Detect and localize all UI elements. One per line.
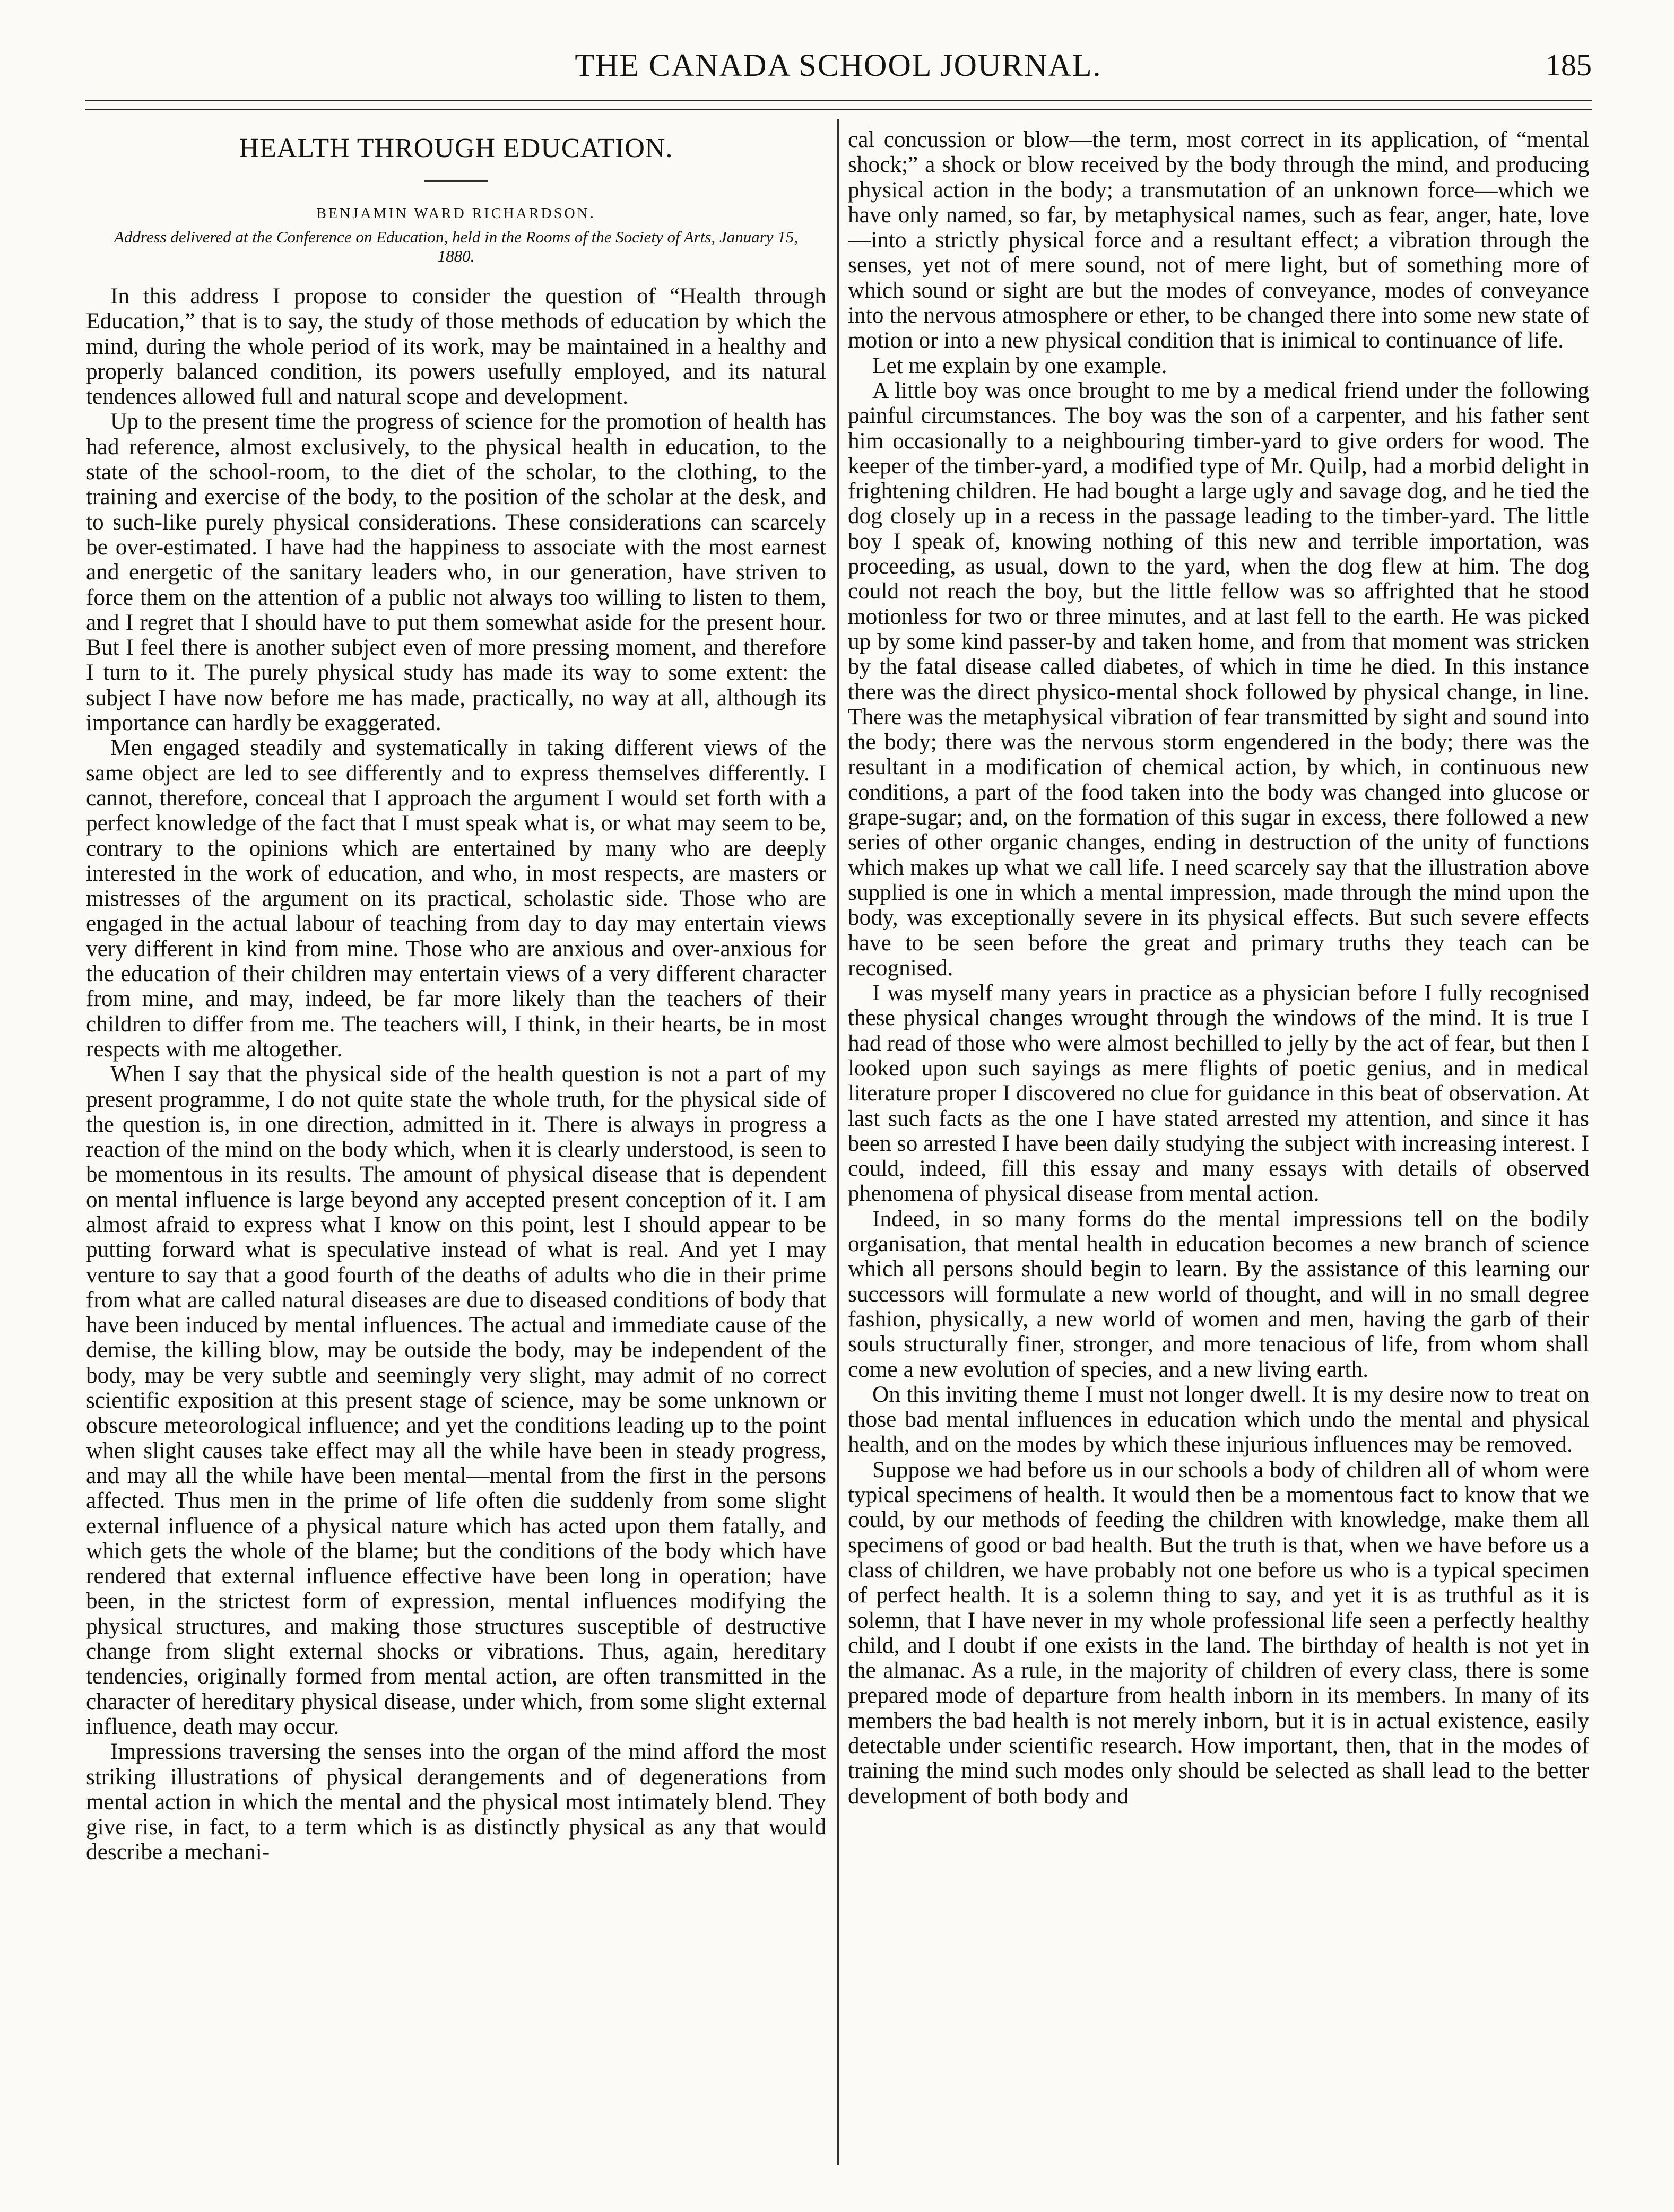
article-author: BENJAMIN WARD RICHARDSON.	[316, 205, 596, 222]
page-number: 185	[1546, 48, 1592, 82]
paragraph: A little boy was once brought to me by a medical friend under the following painful circumstances. The boy was the son of a carpenter, and his father sent him occasionally to a neighbouring timber-yard to give orders for wood. The keeper of the timber-yard, a modified type of Mr. Quilp, had a morbid delight in frightening children. He had bought a large ugly and savage dog, and he tied the dog closely up in a recess in the passage leading to the timber-yard. The little boy I speak of, knowing nothing of this new and terrible importation, was proceeding, as usual, down to the yard, when the dog flew at him. The dog could not reach the boy, but the little fellow was so affrighted that he stood motionless for two or three minutes, and at last fell to the earth. He was picked up by some kind passer-by and taken home, and from that moment was stricken by the fatal disease called diabetes, of which in time he died. In this instance there was the direct physico-mental shock followed by physical change, in line. There was the metaphysical vibration of fear transmitted by sight and sound into the body; there was the nervous storm engendered in the body; there was the resultant in a modification of chemical action, by which, in continuous new conditions, a part of the food taken into the body was changed into glucose or grape-sugar; and, on the formation of this sugar in excess, there followed a new series of other organic changes, ending in destruction of the unity of functions which makes up what we call life. I need scarcely say that the illustration above supplied is one in which a mental impression, made through the mind upon the body, was exceptionally severe in its physical effects. But such severe effects have to be seen before the great and primary truths they teach can be recognised.	[848, 377, 1589, 981]
paragraph: On this inviting theme I must not longer dwell. It is my desire now to treat on those bad mental influences in education which undo the mental and physical health, and on the modes by which these injurious influences may be removed.	[848, 1381, 1589, 1458]
article-title: HEALTH THROUGH EDUCATION.	[239, 133, 673, 163]
running-head	[85, 47, 1592, 89]
left-column	[86, 127, 826, 2159]
paragraph: Impressions traversing the senses into the organ of the mind afford the most striking illustrations of physical derangements and of degenerations from mental action in which the mental and the physical most intimately blend. They give rise, in fact, to a term which is as distinctly physical as any that would describe a mechani-	[86, 1739, 826, 1865]
paragraph: Men engaged steadily and systematically in taking different views of the same object are led to see differently and to express themselves differently. I cannot, therefore, conceal that I approach the argument I would set forth with a perfect knowledge of the fact that I must speak what is, or what may seem to be, contrary to the opinions which are entertained by many who are deeply interested in the work of education, and who, in most respects, are masters or mistresses of the argument on its practical, scholastic side. Those who are engaged in the actual labour of teaching from day to day may entertain views very different in kind from mine. Those who are anxious and over-anxious for the education of their children may entertain views of a very different character from mine, and may, indeed, be far more likely than the teachers of their children to differ from me. The teachers will, I think, in their hearts, be in most respects with me altogether.	[86, 735, 826, 1062]
paragraph: When I say that the physical side of the health question is not a part of my present programme, I do not quite state the whole truth, for the physical side of the question is, in one direction, admitted in it. There is always in progress a reaction of the mind on the body which, when it is clearly understood, is seen to be momentous in its results. The amount of physical disease that is dependent on mental influence is large beyond any accepted present conception of it. I am almost afraid to express what I know on this point, lest I should appear to be putting forward what is speculative instead of what is real. And yet I may venture to say that a good fourth of the deaths of adults who die in their prime from what are called natural diseases are due to diseased conditions of body that have been induced by mental influences. The actual and immediate cause of the demise, the killing blow, may be outside the body, may be independent of the body, may be very subtle and seemingly very slight, may admit of no correct scientific exposition at this present stage of science, may be some unknown or obscure meteorological influence; and yet the conditions leading up to the point when slight causes take effect may all the while have been in steady progress, and may all the while have been mental—mental from the first in the persons affected. Thus men in the prime of life often die suddenly from some slight external influence of a physical nature which has acted upon them fatally, and which gets the whole of the blame; but the conditions of the body which have rendered that external influence effective have been long in operation; have been, in the strictest form of expression, mental influences modifying the physical structures, and making those structures susceptible of destructive change from slight external shocks or vibrations. Thus, again, hereditary tendencies, originally formed from mental action, are often transmitted in the character of hereditary physical disease, under which, from some slight external influence, death may occur.	[86, 1061, 826, 1739]
address-note: Address delivered at the Conference on Education, held in the Rooms of the Society of Arts, January 15, 1880.	[114, 228, 799, 265]
paragraph: Indeed, in so many forms do the mental impressions tell on the bodily organisation, that mental health in education becomes a new branch of science which all persons should begin to learn. By the assistance of this learning our successors will formulate a new world of thought, and will in no small degree fashion, physically, a new world of women and men, having the garb of their souls structurally finer, stronger, and more tenacious of life, from whom shall come a new evolution of species, and a new living earth.	[848, 1205, 1589, 1382]
column-divider	[837, 119, 839, 2165]
paragraph: Up to the present time the progress of science for the promotion of health has had reference, almost exclusively, to the physical health in education, to the state of the school-room, to the diet of the scholar, to the clothing, to the training and exercise of the body, to the position of the scholar at the desk, and to such-like purely physical considerations. These considerations can scarcely be over-estimated. I have had the happiness to associate with the most earnest and energetic of the sanitary leaders who, in our generation, have striven to force them on the attention of a public not always too willing to listen to them, and I regret that I should have to put them somewhat aside for the present hour. But I feel there is another subject even of more pressing moment, and therefore I turn to it. The purely physical study has made its way to some extent: the subject I have now before me has made, practically, no way at all, although its importance can hardly be exaggerated.	[86, 409, 826, 736]
paragraph: Suppose we had before us in our schools a body of children all of whom were typical specimens of health. It would then be a momentous fact to know that we could, by our methods of feeding the children with knowledge, make them all specimens of good or bad health. But the truth is that, when we have before us a class of children, we have probably not one before us who is a typical specimen of perfect health. It is a solemn thing to say, and yet it is as truthful as it is solemn, that I have never in my whole professional life seen a perfectly healthy child, and I doubt if one exists in the land. The birthday of health is not yet in the almanac. As a rule, in the majority of children of every class, there is some prepared mode of departure from health inborn in its members. In many of its members the bad health is not merely inborn, but it is in actual existence, easily detectable under scientific research. How important, then, that in the modes of training the mind such modes only should be selected as shall lead to the better development of both body and	[848, 1456, 1589, 1809]
paragraph: I was myself many years in practice as a physician before I fully recognised these physical changes wrought through the windows of the mind. It is true I had read of those who were almost bechilled to jelly by the act of fear, but then I looked upon such sayings as mere flights of poetic genius, and in medical literature proper I discovered no clue for guidance in this beat of observation. At last such facts as the one I have stated arrested my attention, and since it has been so arrested I have been daily studying the subject with increasing interest. I could, indeed, fill this essay and many essays with details of observed phenomena of physical disease from mental action.	[848, 980, 1589, 1207]
journal-title: THE CANADA SCHOOL JOURNAL.	[575, 48, 1102, 83]
paragraph: Let me explain by one example.	[872, 352, 1167, 378]
paragraph: In this address I propose to consider the question of “Health through Education,” that is to say, the study of those methods of education by which the mind, during the whole period of its work, may be maintained in a healthy and properly balanced condition, its powers usefully employed, and its natural tendences allowed full and natural scope and development.	[86, 283, 826, 410]
header-rule-bottom	[85, 109, 1592, 110]
header-rule-top	[85, 100, 1592, 101]
title-divider	[424, 180, 488, 182]
paragraph-continuation: cal concussion or blow—the term, most correct in its application, of “mental shock;” a shock or blow received by the body through the mind, and producing physical action in the body; a transmutation of an unknown force—which we have only named, so far, by metaphysical names, such as fear, anger, hate, love—into a strictly physical force and a resultant effect; a vibration through the senses, yet not of mere sound, not of mere light, but of something more of which sound or sight are but the modes of conveyance, modes of conveyance into the nervous atmosphere or ether, to be changed there into some new state of motion or into a new physical condition that is inimical to continuance of life.	[848, 127, 1589, 353]
right-column	[848, 127, 1589, 2159]
